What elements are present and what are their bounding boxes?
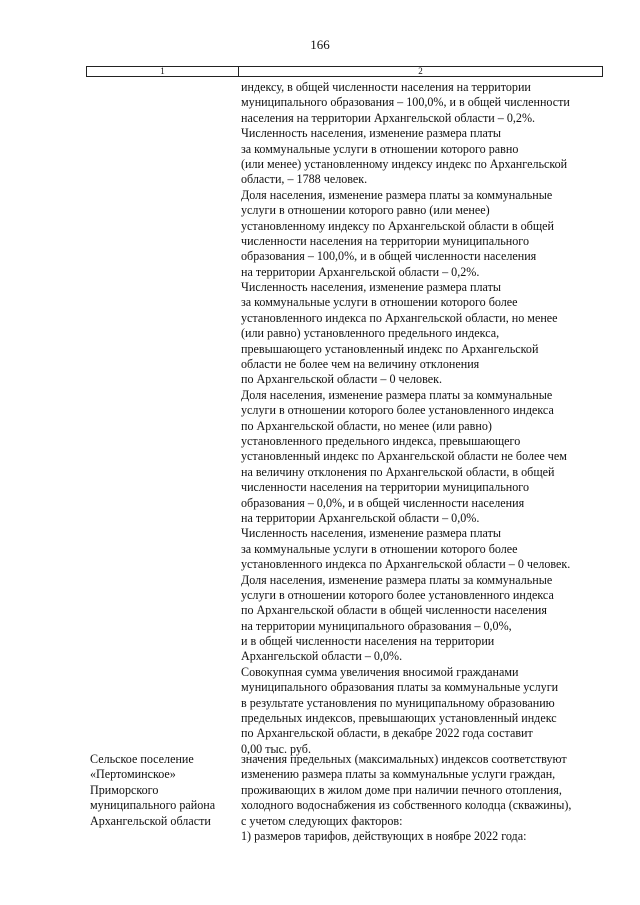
page-number: 166 <box>310 37 330 52</box>
text-line: области не более чем на величину отклонения <box>241 357 480 372</box>
text-line: Численность населения, изменение размера платы <box>241 526 501 541</box>
text-line: изменению размера платы за коммунальные услуги граждан, <box>241 767 556 782</box>
text-line: 0,00 тыс. руб. <box>241 741 311 756</box>
text-line: проживающих в жилом доме при наличии печного отопления, <box>241 782 562 797</box>
municipality-name-line: Сельское поселение <box>90 752 194 766</box>
text-line: с учетом следующих факторов: <box>241 813 403 828</box>
text-line: Доля населения, изменение размера платы за коммунальные <box>241 572 553 587</box>
text-line: за коммунальные услуги в отношении которого более <box>241 295 518 310</box>
text-line: значения предельных (максимальных) индексов соответствуют <box>241 752 567 766</box>
text-line: установленного предельного индекса, превышающего <box>241 433 521 448</box>
text-line: Численность населения, изменение размера платы <box>241 126 501 141</box>
text-line: холодного водоснабжения из собственного колодца (скважины), <box>241 798 572 813</box>
text-line: (или менее) установленному индексу индекс по Архангельской <box>241 156 568 171</box>
text-line: Доля населения, изменение размера платы за коммунальные <box>241 387 553 402</box>
text-line: области, – 1788 человек. <box>241 172 368 187</box>
text-line: на территории муниципального образования – 0,0%, <box>241 618 512 633</box>
municipality-name-line: «Пертоминское» <box>90 767 176 782</box>
text-line: за коммунальные услуги в отношении которого равно <box>241 141 519 156</box>
table-header-col-1: 1 <box>87 67 239 76</box>
text-line: за коммунальные услуги в отношении которого более <box>241 541 518 556</box>
municipality-name-line: Архангельской области <box>90 813 211 828</box>
text-line: по Архангельской области – 0 человек. <box>241 372 442 387</box>
text-line: установленного индекса по Архангельской области – 0 человек. <box>241 557 571 572</box>
municipality-name <box>90 752 235 829</box>
text-line: в результате установления по муниципальному образованию <box>241 695 555 710</box>
text-line: на территории Архангельской области – 0,0%. <box>241 510 480 525</box>
text-line: населения на территории Архангельской области – 0,2%. <box>241 110 536 125</box>
text-line: установленному индексу по Архангельской области в общей <box>241 218 554 233</box>
text-line: образования – 100,0%, и в общей численности населения <box>241 249 537 264</box>
text-line: услуги в отношении которого более установленного индекса <box>241 587 554 602</box>
text-line: Совокупная сумма увеличения вносимой гражданами <box>241 664 519 679</box>
text-line: индексу, в общей численности населения на территории <box>241 80 531 94</box>
text-line: 1) размеров тарифов, действующих в ноябре 2022 года: <box>241 828 527 843</box>
text-line: по Архангельской области в общей численности населения <box>241 603 547 618</box>
text-line: образования – 0,0%, и в общей численности населения <box>241 495 525 510</box>
text-line: Доля населения, изменение размера платы за коммунальные <box>241 187 553 202</box>
text-line: численности населения на территории муниципального <box>241 233 530 248</box>
text-line: Архангельской области – 0,0%. <box>241 649 403 664</box>
municipality-name-line: Приморского <box>90 782 159 797</box>
text-line: установленный индекс по Архангельской области не более чем <box>241 449 567 464</box>
text-line: услуги в отношении которого равно (или менее) <box>241 203 490 218</box>
text-line: услуги в отношении которого более установленного индекса <box>241 403 554 418</box>
table-header-row <box>86 66 603 77</box>
municipality-description <box>241 752 603 844</box>
text-line: предельных индексов, превышающих установленный индекс <box>241 711 557 726</box>
text-line: муниципального образования – 100,0%, и в общей численности <box>241 95 570 110</box>
municipality-name-line: муниципального района <box>90 798 216 813</box>
text-line: превышающего установленный индекс по Архангельской <box>241 341 539 356</box>
text-line: по Архангельской области, в декабре 2022 года составит <box>241 726 533 741</box>
text-line: на территории Архангельской области – 0,2%. <box>241 264 480 279</box>
text-line: Численность населения, изменение размера платы <box>241 280 501 295</box>
text-line: численности населения на территории муниципального <box>241 480 530 495</box>
text-line: установленного индекса по Архангельской области, но менее <box>241 310 558 325</box>
continuation-text <box>241 80 603 757</box>
text-line: (или равно) установленного предельного индекса, <box>241 326 500 341</box>
text-line: муниципального образования платы за коммунальные услуги <box>241 680 559 695</box>
text-line: на величину отклонения по Архангельской области, в общей <box>241 464 555 479</box>
text-line: по Архангельской области, но менее (или равно) <box>241 418 492 433</box>
text-line: и в общей численности населения на территории <box>241 634 495 649</box>
table-header-col-2: 2 <box>418 66 423 76</box>
